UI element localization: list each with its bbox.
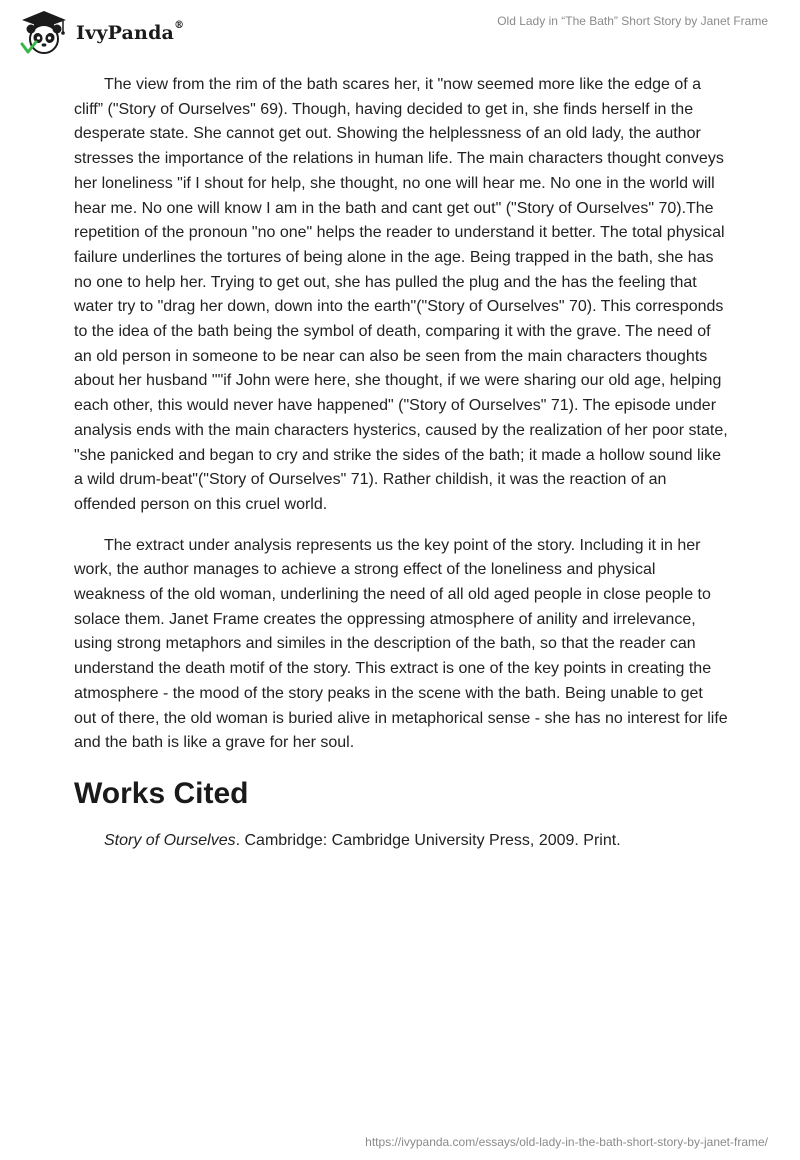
logo-wordmark bbox=[76, 22, 184, 44]
citation-details: . Cambridge: Cambridge University Press, 2009. Print. bbox=[235, 831, 621, 849]
logo[interactable] bbox=[14, 8, 184, 56]
paragraph: The extract under analysis represents us the key point of the story. Including it in her work, the author manages to achieve a strong effect of the loneliness and physical weakness of the old woman, underlining the need of all old aged people in close people to solace them. Janet Frame creates the oppressing atmosphere of anility and irrelevance, using strong metaphors and similes in the description of the bath, so that the reader can understand the death motif of the story. This extract is one of the key points in creating the atmosphere - the mood of the story peaks in the scene with the bath. Being unable to get out of there, the old woman is buried alive in metaphorical sense - she has no interest for life and the bath is like a grave for her soul. bbox=[74, 536, 728, 752]
paragraph: The view from the rim of the bath scares her, it "now seemed more like the edge of a cliff” ("Story of Ourselves" 69). Though, having decided to get in, she finds herself in the desperate state. She cannot get out. Showing the helplessness of an old lady, the author stresses the importance of the relations in human life. The main characters thought conveys her loneliness "if I shout for help, she thought, no one will hear me. No one in the world will hear me. No one will know I am in the bath and cant get out" ("Story of Ourselves" 70).The repetition of the pronoun "no one" helps the reader to understand it better. The total physical failure underlines the tortures of being alone in the age. Being trapped in the bath, she has no one to help her. Trying to get out, she has pulled the plug and the has the feeling that water try to "drag her down, down into the earth"("Story of Ourselves" 70). This corresponds to the idea of the bath being the symbol of death, comparing it with the grave. The need of an old person in someone to be near can also be seen from the main characters thoughts about her husband ""if John were here, she thought, if we were sharing our old age, helping each other, this would never have happened" ("Story of Ourselves" 71). The episode under analysis ends with the main characters hysterics, caused by the realization of her poor state, "she panicked and began to cry and strike the sides of the bath; it made a hollow sound like a wild drum-beat"("Story of Ourselves" 71). Rather childish, it was the reaction of an offended person on this cruel world. bbox=[74, 76, 728, 513]
registered-mark: ® bbox=[174, 20, 185, 31]
document-title: Old Lady in “The Bath” Short Story by Janet Frame bbox=[497, 14, 768, 28]
panda-graduate-icon bbox=[14, 8, 70, 56]
logo-name: IvyPanda bbox=[76, 22, 175, 44]
works-cited-heading: Works Cited bbox=[74, 776, 249, 810]
source-url[interactable]: https://ivypanda.com/essays/old-lady-in-the-bath-short-story-by-janet-frame/ bbox=[365, 1135, 768, 1149]
essay-content bbox=[74, 73, 728, 853]
citation-entry bbox=[74, 829, 728, 853]
citation-title: Story of Ourselves bbox=[104, 831, 236, 849]
page-header bbox=[0, 0, 800, 60]
